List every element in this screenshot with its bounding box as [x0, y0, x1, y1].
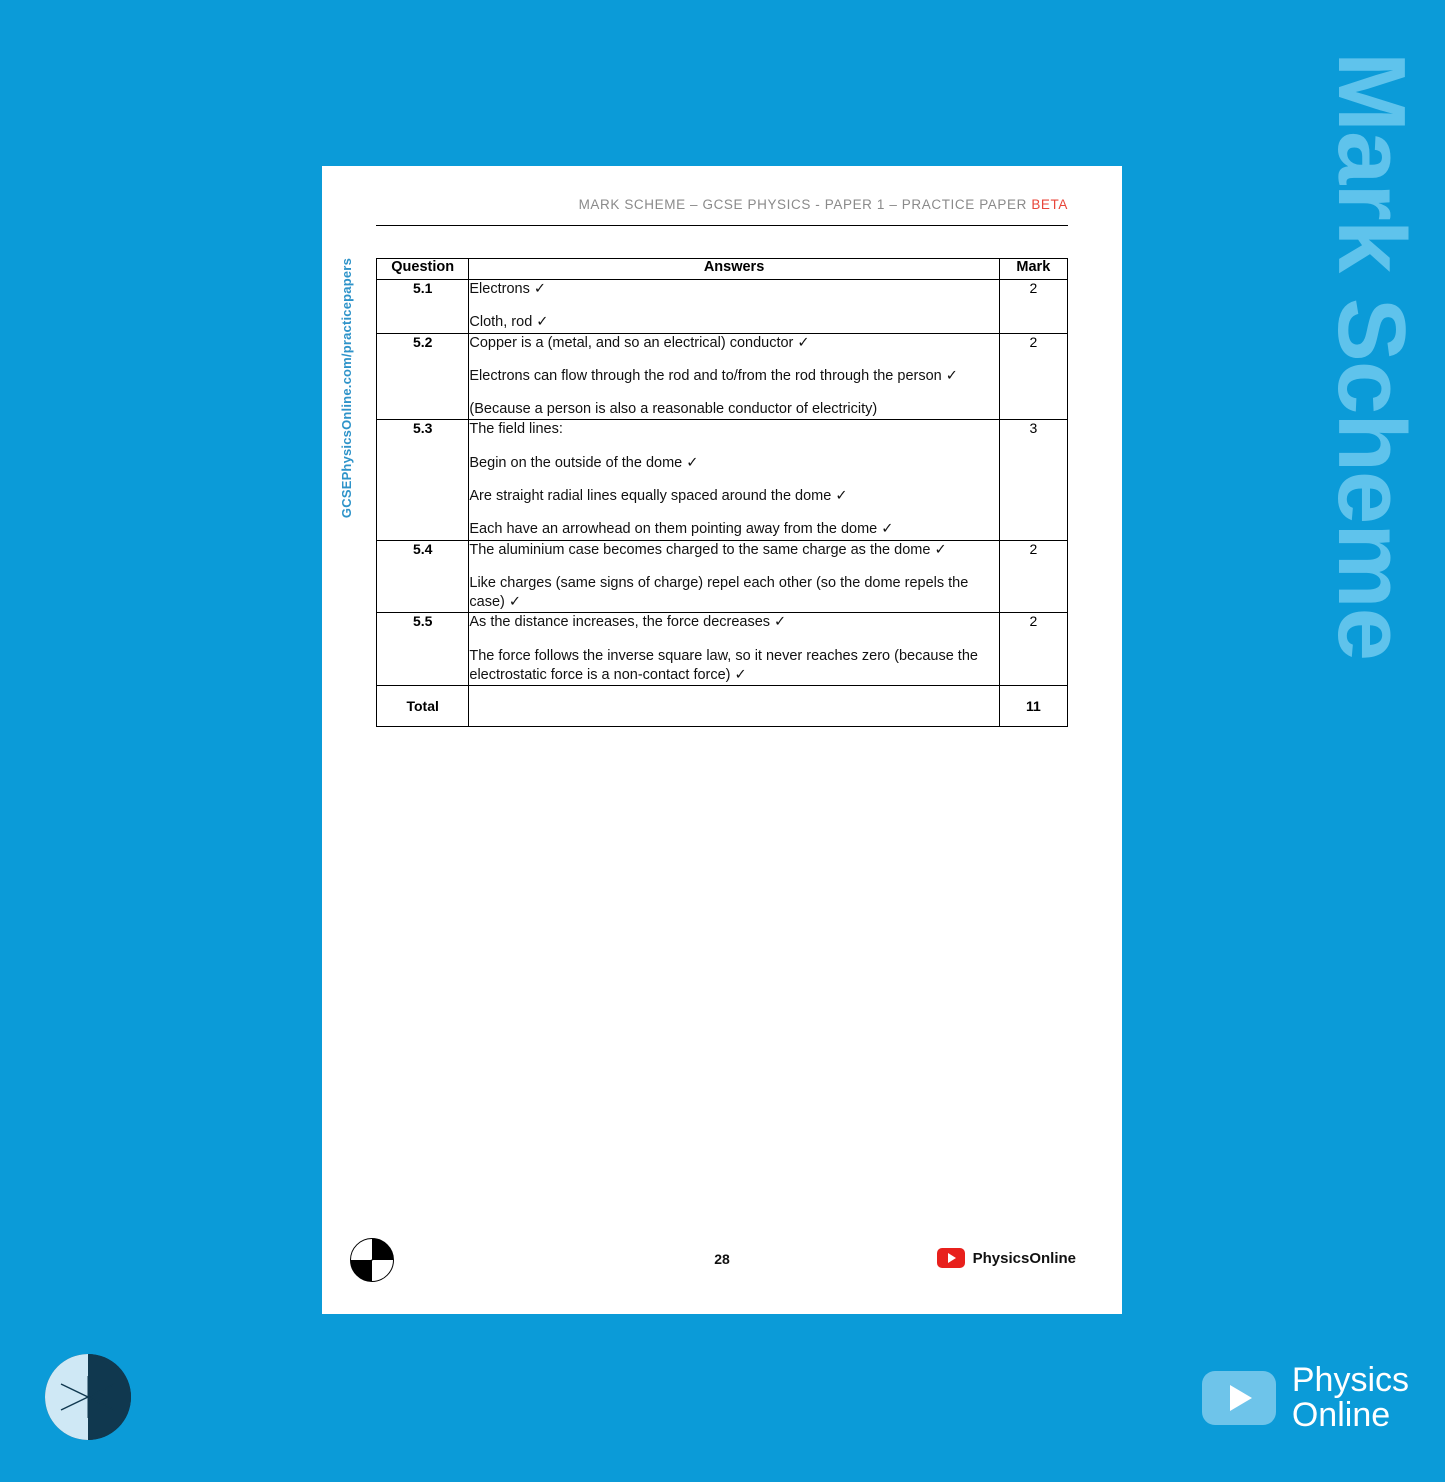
mark-value: 2: [999, 280, 1067, 334]
answer-cell: [469, 540, 999, 613]
bottom-brand-label: [1291, 1360, 1409, 1435]
answer-line: Electrons ✓: [469, 281, 547, 297]
answer-cell: [469, 420, 999, 540]
page-number: 28: [714, 1251, 730, 1267]
mark-value: 3: [999, 420, 1067, 540]
table-row: [377, 420, 1068, 540]
question-number: 5.1: [377, 280, 469, 334]
answer-line: Cloth, rod ✓: [469, 314, 549, 331]
brand-circle-logo: [45, 1354, 131, 1440]
mark-scheme-table-wrapper: [376, 258, 1068, 727]
answer-line: The field lines:: [469, 421, 563, 438]
answer-line: Are straight radial lines equally spaced around the dome ✓: [469, 487, 848, 504]
answer-line: The force follows the inverse square law, so it never reaches zero (because the electrostatic force is a non-contact force) ✓: [469, 647, 978, 683]
answer-cell: [469, 333, 999, 420]
youtube-icon: [937, 1248, 965, 1268]
question-number: 5.2: [377, 333, 469, 420]
answer-line: The aluminium case becomes charged to the same charge as the dome ✓: [469, 541, 947, 558]
total-spacer: [469, 686, 999, 727]
sidebar-url-label: GCSEPhysicsOnline.com/practicepapers: [339, 258, 354, 519]
table-row: [377, 613, 1068, 686]
header-title: [579, 197, 1068, 212]
question-number: 5.5: [377, 613, 469, 686]
total-mark: 11: [999, 686, 1067, 727]
document-page: [322, 166, 1122, 1314]
footer-brand-label: PhysicsOnline: [972, 1249, 1076, 1267]
mark-value: 2: [999, 613, 1067, 686]
column-header-question: Question: [377, 259, 469, 280]
table-header-row: [377, 259, 1068, 280]
side-title: [1285, 0, 1445, 760]
answer-cell: [469, 613, 999, 686]
mark-scheme-table: [376, 258, 1068, 727]
header-divider: [376, 225, 1068, 226]
page-header: [322, 166, 1122, 226]
answer-line: Like charges (same signs of charge) repel each other (so the dome repels the case) ✓: [469, 574, 969, 611]
bottom-brand-line1: Physics: [1291, 1360, 1409, 1399]
table-total-row: [377, 686, 1068, 727]
table-row: [377, 333, 1068, 420]
table-row: [377, 280, 1068, 334]
mark-value: 2: [999, 333, 1067, 420]
footer-brand: [937, 1248, 1076, 1268]
answer-line: As the distance increases, the force decreases ✓: [469, 614, 787, 631]
answer-line: Electrons can flow through the rod and to/from the rod through the person ✓: [469, 367, 958, 384]
side-title-text: Mark Scheme: [1318, 52, 1425, 660]
bottom-brand: [1202, 1360, 1409, 1435]
answer-line: (Because a person is also a reasonable conductor of electricity): [469, 401, 878, 418]
column-header-mark: Mark: [999, 259, 1067, 280]
answer-cell: [469, 280, 999, 334]
header-title-text: MARK SCHEME – GCSE PHYSICS - PAPER 1 – PRACTICE PAPER: [578, 197, 1032, 212]
total-label: Total: [377, 686, 469, 727]
page-footer: [322, 1238, 1122, 1284]
question-number: 5.3: [377, 420, 469, 540]
header-beta-badge: BETA: [1031, 197, 1068, 212]
bottom-brand-line2: Online: [1291, 1396, 1391, 1435]
answer-line: Begin on the outside of the dome ✓: [469, 454, 699, 471]
table-row: [377, 540, 1068, 613]
answer-line: Each have an arrowhead on them pointing away from the dome ✓: [469, 521, 894, 538]
youtube-play-icon: [1202, 1371, 1276, 1425]
logo-spark-icon: [45, 1354, 131, 1440]
mark-value: 2: [999, 540, 1067, 613]
question-number: 5.4: [377, 540, 469, 613]
column-header-answers: Answers: [469, 259, 999, 280]
answer-line: Copper is a (metal, and so an electrical) conductor ✓: [469, 334, 810, 351]
